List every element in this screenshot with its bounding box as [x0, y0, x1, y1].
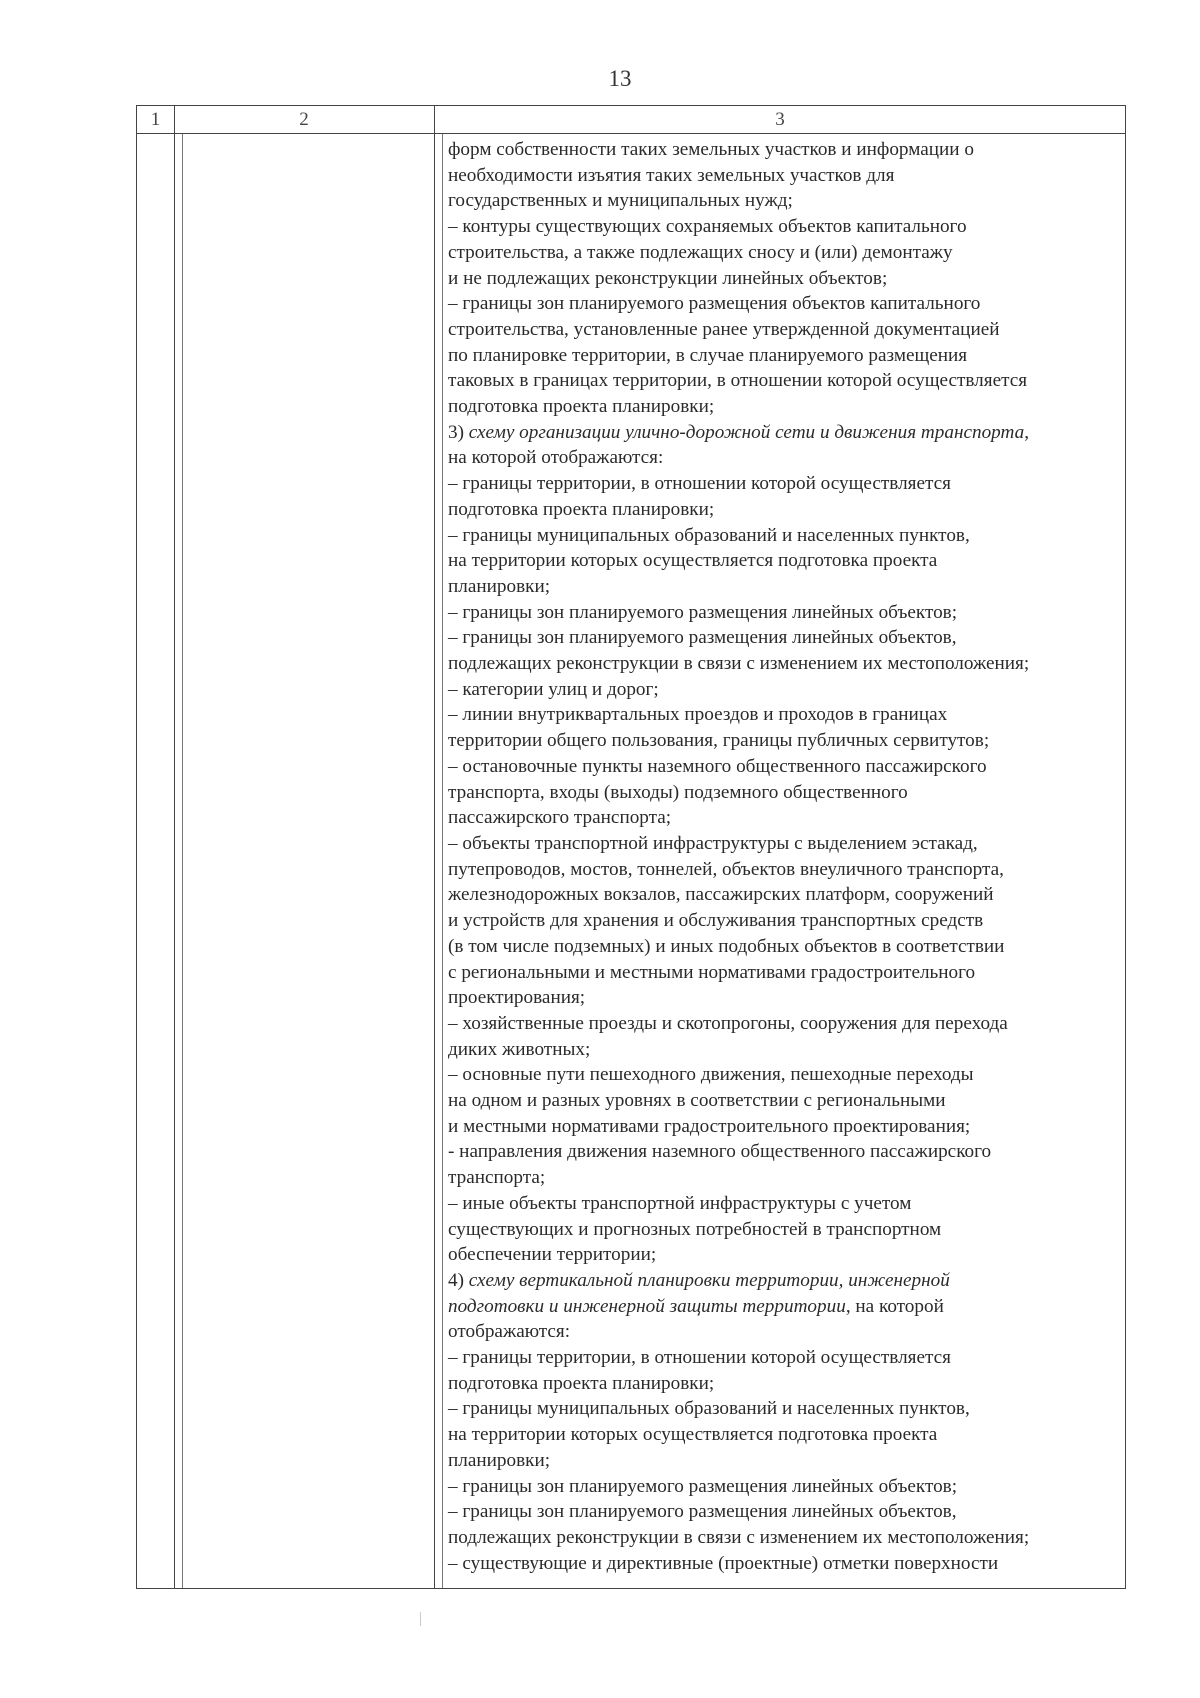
column-divider-1-inner: [182, 134, 183, 1588]
scan-artifact: [420, 1612, 422, 1626]
header-divider: [137, 133, 1125, 134]
text-line: – границы территории, в отношении которой осуществляется: [448, 473, 951, 495]
text-line: – границы зон планируемого размещения линейных объектов,: [448, 1501, 957, 1523]
text-line: [448, 1294, 1120, 1320]
text-line: диких животных;: [448, 1038, 591, 1060]
text-line: – контуры существующих сохраняемых объектов капитального: [448, 216, 967, 238]
text-line-italic: схему вертикальной планировки территории, инженерной: [468, 1269, 950, 1291]
document-table: [136, 105, 1126, 1589]
text-line-italic: подготовки и инженерной защиты территории: [448, 1295, 846, 1317]
column-divider-2-inner: [442, 134, 443, 1588]
text-line: подготовка проекта планировки;: [448, 498, 715, 520]
text-line: необходимости изъятия таких земельных участков для: [448, 164, 895, 186]
text-line: форм собственности таких земельных участков и информации о: [448, 139, 974, 160]
text-line: транспорта, входы (выходы) подземного общественного: [448, 781, 908, 803]
text-line: – остановочные пункты наземного общественного пассажирского: [448, 755, 987, 777]
text-line: – границы зон планируемого размещения линейных объектов;: [448, 1475, 958, 1497]
text-line: подлежащих реконструкции в связи с изменением их местоположения;: [448, 653, 1030, 675]
text-line: – иные объекты транспортной инфраструктуры с учетом: [448, 1192, 912, 1214]
text-line: – категории улиц и дорог;: [448, 678, 659, 700]
text-line: подлежащих реконструкции в связи с изменением их местоположения;: [448, 1526, 1030, 1548]
text-line: путепроводов, мостов, тоннелей, объектов внеуличного транспорта,: [448, 858, 1004, 880]
text-line: (в том числе подземных) и иных подобных объектов в соответствии: [448, 935, 1005, 957]
text-line: с региональными и местными нормативами градостроительного: [448, 961, 976, 983]
column-3-content: [448, 137, 1120, 1576]
text-line: таковых в границах территории, в отношении которой осуществляется: [448, 370, 1028, 392]
text-line: на территории которых осуществляется подготовка проекта: [448, 1424, 938, 1446]
text-line-prefix: 4): [448, 1269, 469, 1291]
text-line: обеспечении территории;: [448, 1244, 657, 1266]
text-line: государственных и муниципальных нужд;: [448, 190, 793, 212]
text-line: на одном и разных уровнях в соответствии с региональными: [448, 1090, 946, 1112]
text-line: планировки;: [448, 575, 551, 597]
text-line: существующих и прогнозных потребностей в транспортном: [448, 1218, 942, 1240]
text-line-suffix: ,: [1024, 421, 1029, 443]
text-line: – границы зон планируемого размещения линейных объектов,: [448, 627, 957, 649]
text-line: планировки;: [448, 1449, 551, 1471]
text-line: [448, 420, 1120, 446]
text-line: на которой отображаются:: [448, 447, 664, 469]
column-header-2: 2: [299, 109, 309, 130]
text-line-prefix: 3): [448, 421, 469, 443]
text-line: по планировке территории, в случае планируемого размещения: [448, 344, 968, 366]
text-line: подготовка проекта планировки;: [448, 396, 715, 418]
text-line: проектирования;: [448, 987, 586, 1009]
text-line: – границы территории, в отношении которой осуществляется: [448, 1347, 951, 1369]
text-line-italic: схему организации улично-дорожной сети и движения транспорта: [468, 421, 1025, 443]
column-divider-2: [434, 106, 435, 1588]
text-line: [448, 1268, 1120, 1294]
column-header-3: 3: [775, 109, 785, 130]
text-line: – границы муниципальных образований и населенных пунктов,: [448, 524, 970, 546]
text-line: территории общего пользования, границы публичных сервитутов;: [448, 730, 990, 752]
text-line: – границы зон планируемого размещения объектов капитального: [448, 293, 981, 315]
text-line: пассажирского транспорта;: [448, 807, 672, 829]
text-line: и местными нормативами градостроительного проектирования;: [448, 1115, 971, 1137]
text-line: – основные пути пешеходного движения, пешеходные переходы: [448, 1064, 974, 1086]
column-divider-1: [174, 106, 175, 1588]
text-line: подготовка проекта планировки;: [448, 1372, 715, 1394]
text-line: отображаются:: [448, 1321, 571, 1343]
column-header-1: 1: [150, 109, 161, 130]
page-number: 13: [608, 66, 632, 91]
text-line: – хозяйственные проезды и скотопрогоны, сооружения для перехода: [448, 1012, 1008, 1034]
text-line: – линии внутриквартальных проездов и проходов в границах: [448, 704, 948, 726]
text-line: транспорта;: [448, 1167, 546, 1189]
text-line: на территории которых осуществляется подготовка проекта: [448, 550, 938, 572]
text-line: и не подлежащих реконструкции линейных объектов;: [448, 267, 888, 289]
text-line: железнодорожных вокзалов, пассажирских платформ, сооружений: [448, 884, 994, 906]
text-line-suffix: , на которой: [845, 1295, 944, 1317]
text-line: – существующие и директивные (проектные) отметки поверхности: [448, 1552, 999, 1574]
text-line: строительства, а также подлежащих сносу и (или) демонтажу: [448, 241, 953, 263]
text-line: - направления движения наземного общественного пассажирского: [448, 1141, 992, 1163]
text-line: и устройств для хранения и обслуживания транспортных средств: [448, 910, 984, 932]
text-line: – границы зон планируемого размещения линейных объектов;: [448, 601, 958, 623]
text-line: – границы муниципальных образований и населенных пунктов,: [448, 1398, 970, 1420]
text-line: строительства, установленные ранее утвержденной документацией: [448, 318, 1000, 340]
text-line: – объекты транспортной инфраструктуры с выделением эстакад,: [448, 832, 978, 854]
